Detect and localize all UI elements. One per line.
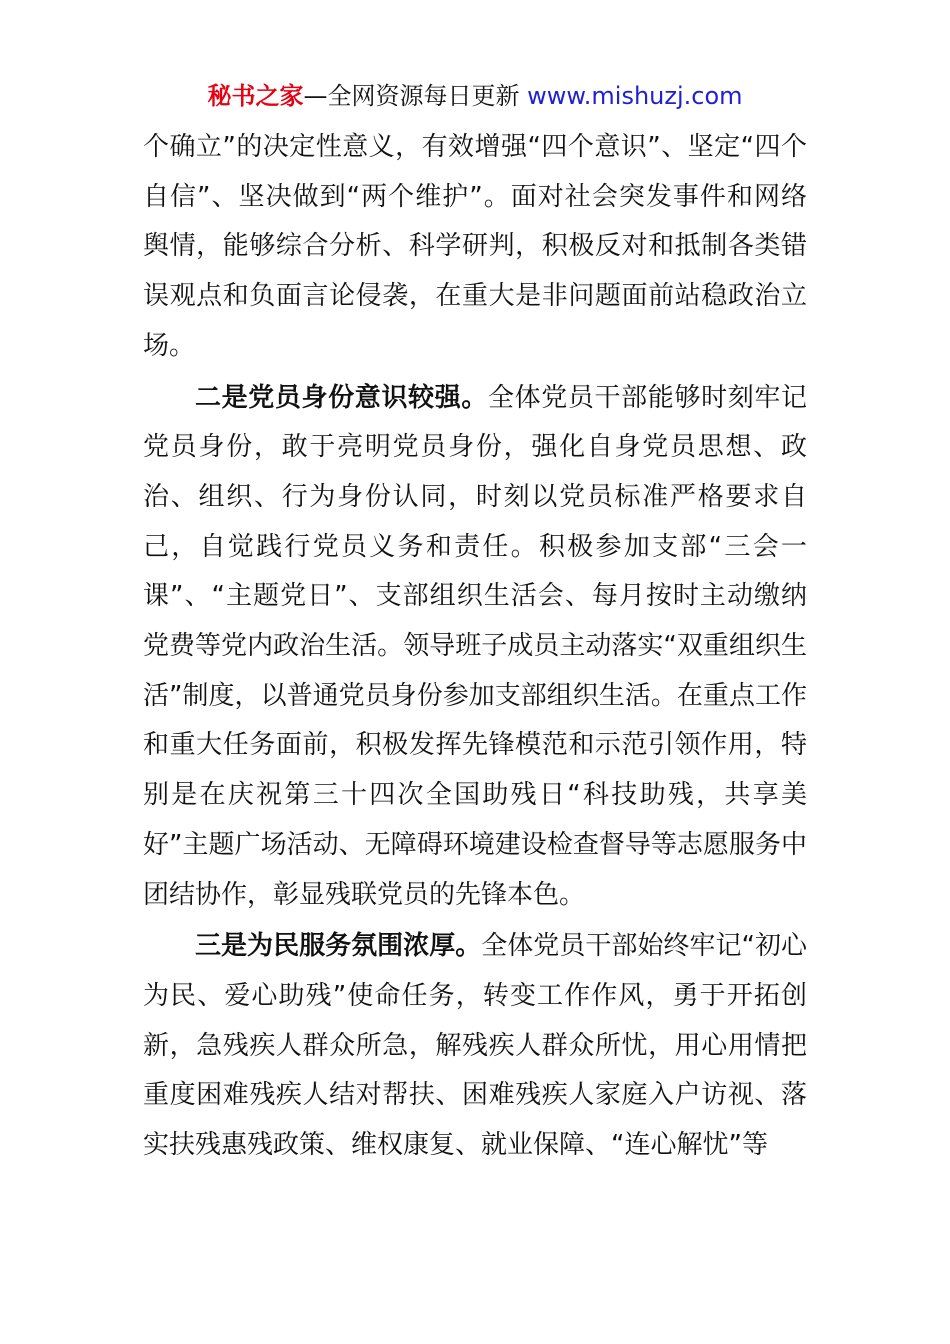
paragraph-party-identity bbox=[143, 374, 807, 921]
paragraph-text: 全体党员干部能够时刻牢记党员身份，敢于亮明党员身份，强化自身党员思想、政治、组织、行为身份认同，时刻以党员标准严格要求自己，自觉践行党员义务和责任。积极参加支部“三会一课”、“主题党日”、支部组织生活会、每月按时主动缴纳党费等党内政治生活。领导班子成员主动落实“双重组织生活”制度，以普通党员身份参加支部组织生活。在重点工作和重大任务面前，积极发挥先锋模范和示范引领作用，特别是在庆祝第三十四次全国助残日“科技助残，共享美好”主题广场活动、无障碍环境建设检查督导等志愿服务中团结协作，彰显残联党员的先锋本色。 bbox=[143, 382, 807, 910]
page-header bbox=[0, 80, 950, 112]
paragraph-continuation bbox=[143, 123, 807, 372]
paragraph-service-atmosphere bbox=[143, 922, 807, 1171]
header-url-link[interactable]: www.mishuzj.com bbox=[527, 82, 743, 110]
paragraph-text: 全体党员干部始终牢记“初心为民、爱心助残”使命任务，转变工作作风，勇于开拓创新，急残疾人群众所急，解残疾人群众所忧，用心用情把重度困难残疾人结对帮扶、困难残疾人家庭入户访视、落实扶残惠残政策、维权康复、就业保障、“连心解忧”等 bbox=[143, 931, 807, 1161]
document-body bbox=[143, 123, 807, 1171]
paragraph-text: 个确立”的决定性意义，有效增强“四个意识”、坚定“四个自信”、坚决做到“两个维护”。面对社会突发事件和网络舆情，能够综合分析、科学研判，积极反对和抵制各类错误观点和负面言论侵袭，在重大是非问题面前站稳政治立场。 bbox=[143, 132, 807, 361]
header-tagline: —全网资源每日更新 bbox=[303, 82, 528, 110]
paragraph-heading: 三是为民服务氛围浓厚。 bbox=[195, 931, 482, 962]
header-brand: 秘书之家 bbox=[207, 82, 304, 110]
paragraph-heading: 二是党员身份意识较强。 bbox=[195, 382, 488, 413]
